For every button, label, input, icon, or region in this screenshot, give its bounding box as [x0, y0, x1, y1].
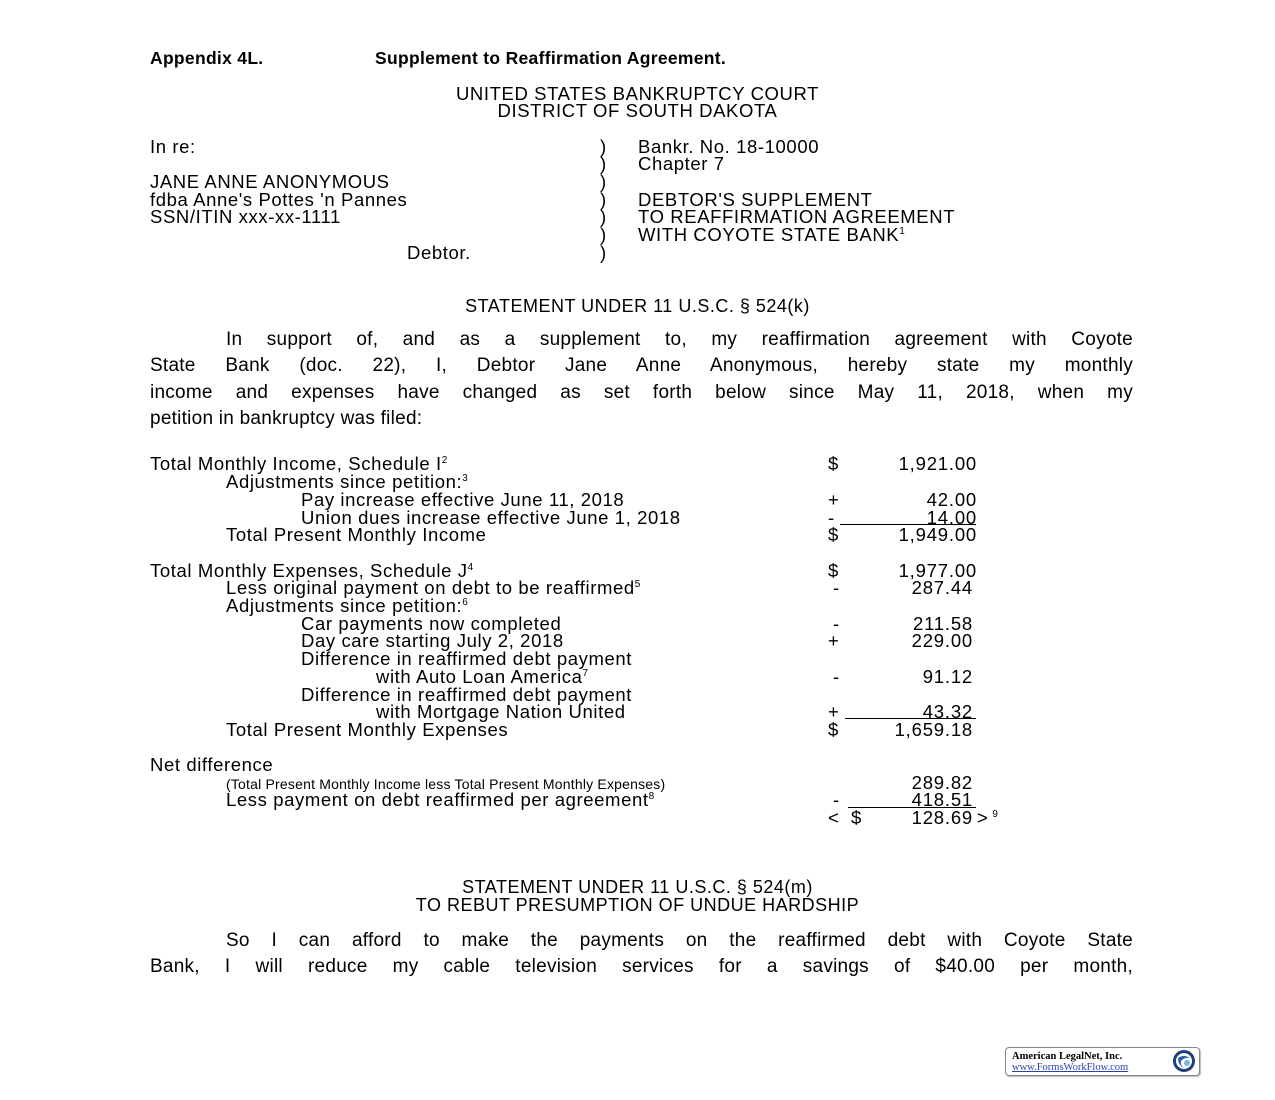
paragraph-line: petition in bankruptcy was filed: [150, 408, 423, 430]
income-schedule-sym: $ [828, 453, 839, 474]
footnote-ref: 9 [992, 809, 998, 820]
net-difference-label: Net difference [150, 754, 274, 775]
expenses-schedule-label: Total Monthly Expenses, Schedule $J^4$ [150, 560, 474, 581]
expense-item-label-cont: with Auto Loan America$^7$ [376, 666, 589, 687]
caption-paren: ) [600, 242, 607, 263]
footnote-ref: 5 [634, 579, 641, 590]
section-k-heading: STATEMENT UNDER 11 U.S.C. § 524(k) [465, 296, 810, 316]
document-title-line2: TO REAFFIRMATION AGREEMENT [638, 206, 956, 227]
paragraph-line: So I can afford to make the payments on the reaffirmed debt with Coyote State [226, 930, 1133, 951]
net-less-amount: 418.51 [911, 789, 973, 810]
in-re-label: In re: [150, 136, 196, 157]
net-result-sym: $ [851, 807, 862, 828]
expense-item-label: Car payments now completed [301, 613, 562, 634]
expense-item-sym: - [833, 666, 840, 687]
section-k-paragraph [150, 327, 1133, 433]
expenses-less-original-amount: 287.44 [911, 577, 973, 598]
paragraph-line: Bank, I will reduce my cable television services for a savings of $40.00 per month, [150, 956, 1133, 978]
expenses-schedule-sym: $ [828, 560, 839, 581]
net-result-open: < [828, 807, 840, 828]
caption-paren: ) [600, 224, 607, 245]
expense-item-label: Day care starting July 2, 2018 [301, 630, 564, 651]
caption-paren: ) [600, 153, 607, 174]
net-result-close: > $^9$ [977, 807, 998, 828]
footnote-ref: 4 [467, 562, 474, 573]
expenses-present-label: Total Present Monthly Expenses [226, 719, 509, 740]
expense-item-label: Difference in reaffirmed debt payment [301, 648, 633, 669]
footnote-ref: 3 [462, 473, 468, 484]
debtor-fdba: fdba Anne's Pottes 'n Pannes [150, 189, 408, 210]
paragraph-line: In support of, and as a supplement to, my reaffirmation agreement with Coyote [226, 329, 1133, 350]
income-present-sym: $ [828, 524, 839, 545]
footnote-ref: 2 [441, 455, 448, 466]
income-present-label: Total Present Monthly Income [226, 524, 487, 545]
caption-paren: ) [600, 206, 607, 227]
logo-company: American LegalNet, Inc. [1012, 1051, 1123, 1062]
paragraph-line: income and expenses have changed as set forth below since May 11, 2018, when my [150, 381, 1133, 403]
net-difference-amount: 289.82 [911, 772, 973, 793]
income-item-sym: + [828, 489, 839, 510]
income-schedule-amount: 1,921.00 [898, 453, 977, 474]
net-difference-sublabel: (Total Present Monthly Income less Total Present Monthly Expenses) [226, 776, 666, 792]
globe-icon [1172, 1049, 1196, 1073]
caption-paren: ) [600, 136, 607, 157]
expenses-present-amount: 1,659.18 [894, 719, 973, 740]
expenses-adjustments-label: Adjustments since petition:$^6$ [226, 595, 468, 616]
document-title-line3-text: WITH COYOTE STATE BANK [638, 224, 900, 245]
caption-paren: ) [600, 189, 607, 210]
court-name: UNITED STATES BANKRUPTCY COURT [455, 83, 820, 104]
document-title-line3 [638, 226, 905, 244]
expense-item-label-cont: with Mortgage Nation United [376, 701, 626, 722]
american-legalnet-logo[interactable] [1005, 1047, 1200, 1076]
footnote-ref: 7 [582, 668, 589, 679]
debtor-name: JANE ANNE ANONYMOUS [150, 171, 390, 192]
net-less-label: Less payment on debt reaffirmed per agreement$^8$ [226, 789, 655, 810]
expense-item-amount: 211.58 [912, 613, 973, 634]
income-item-sym: - [828, 507, 835, 528]
income-item-label: Pay increase effective June 11, 2018 [301, 489, 625, 510]
income-schedule-label: Total Monthly Income, Schedule $I^2$ [150, 453, 448, 474]
expenses-present-sym: $ [828, 719, 839, 740]
footnote-ref: 8 [648, 791, 655, 802]
income-present-amount: 1,949.00 [898, 524, 977, 545]
logo-url-link[interactable]: www.FormsWorkFlow.com [1012, 1062, 1129, 1073]
appendix-title: Supplement to Reaffirmation Agreement. [375, 48, 727, 68]
chapter: Chapter 7 [638, 153, 725, 174]
section-m-heading-line2: TO REBUT PRESUMPTION OF UNDUE HARDSHIP [415, 895, 860, 915]
expense-item-sym: + [828, 630, 839, 651]
expense-item-amount: 229.00 [911, 630, 973, 651]
expense-item-label: Difference in reaffirmed debt payment [301, 684, 633, 705]
expense-item-amount: 43.32 [922, 701, 973, 722]
expenses-less-original-sym: - [833, 577, 840, 598]
income-item-label: Union dues increase effective June 1, 2018 [301, 507, 681, 528]
income-item-amount: 14.00 [926, 507, 977, 528]
expense-item-amount: 91.12 [922, 666, 973, 687]
case-number: Bankr. No. 18-10000 [638, 136, 820, 157]
expense-item-sym: + [828, 701, 839, 722]
paragraph-line: State Bank (doc. 22), I, Debtor Jane Anne Anonymous, hereby state my monthly [150, 355, 1133, 377]
debtor-label: Debtor. [407, 242, 471, 263]
document-title-line1: DEBTOR'S SUPPLEMENT [638, 189, 873, 210]
court-district: DISTRICT OF SOUTH DAKOTA [497, 100, 778, 121]
appendix-label: Appendix 4L. [150, 48, 264, 68]
expenses-schedule-amount: 1,977.00 [898, 560, 977, 581]
expenses-less-original-label: Less original payment on debt to be reaffirmed$^5$ [226, 577, 641, 598]
debtor-ssn: SSN/ITIN xxx-xx-1111 [150, 206, 341, 227]
caption-paren: ) [600, 171, 607, 192]
section-m-heading-line1: STATEMENT UNDER 11 U.S.C. § 524(m) [462, 877, 813, 897]
net-result-amount: 128.69 [911, 807, 973, 828]
income-item-amount: 42.00 [926, 489, 977, 510]
footnote-ref: 1 [899, 226, 905, 237]
net-less-sym: - [833, 789, 840, 810]
income-adjustments-label: Adjustments since petition:$^3$ [226, 471, 468, 492]
footnote-ref: 6 [462, 597, 468, 608]
section-m-paragraph [150, 928, 1133, 981]
expense-item-sym: - [833, 613, 840, 634]
